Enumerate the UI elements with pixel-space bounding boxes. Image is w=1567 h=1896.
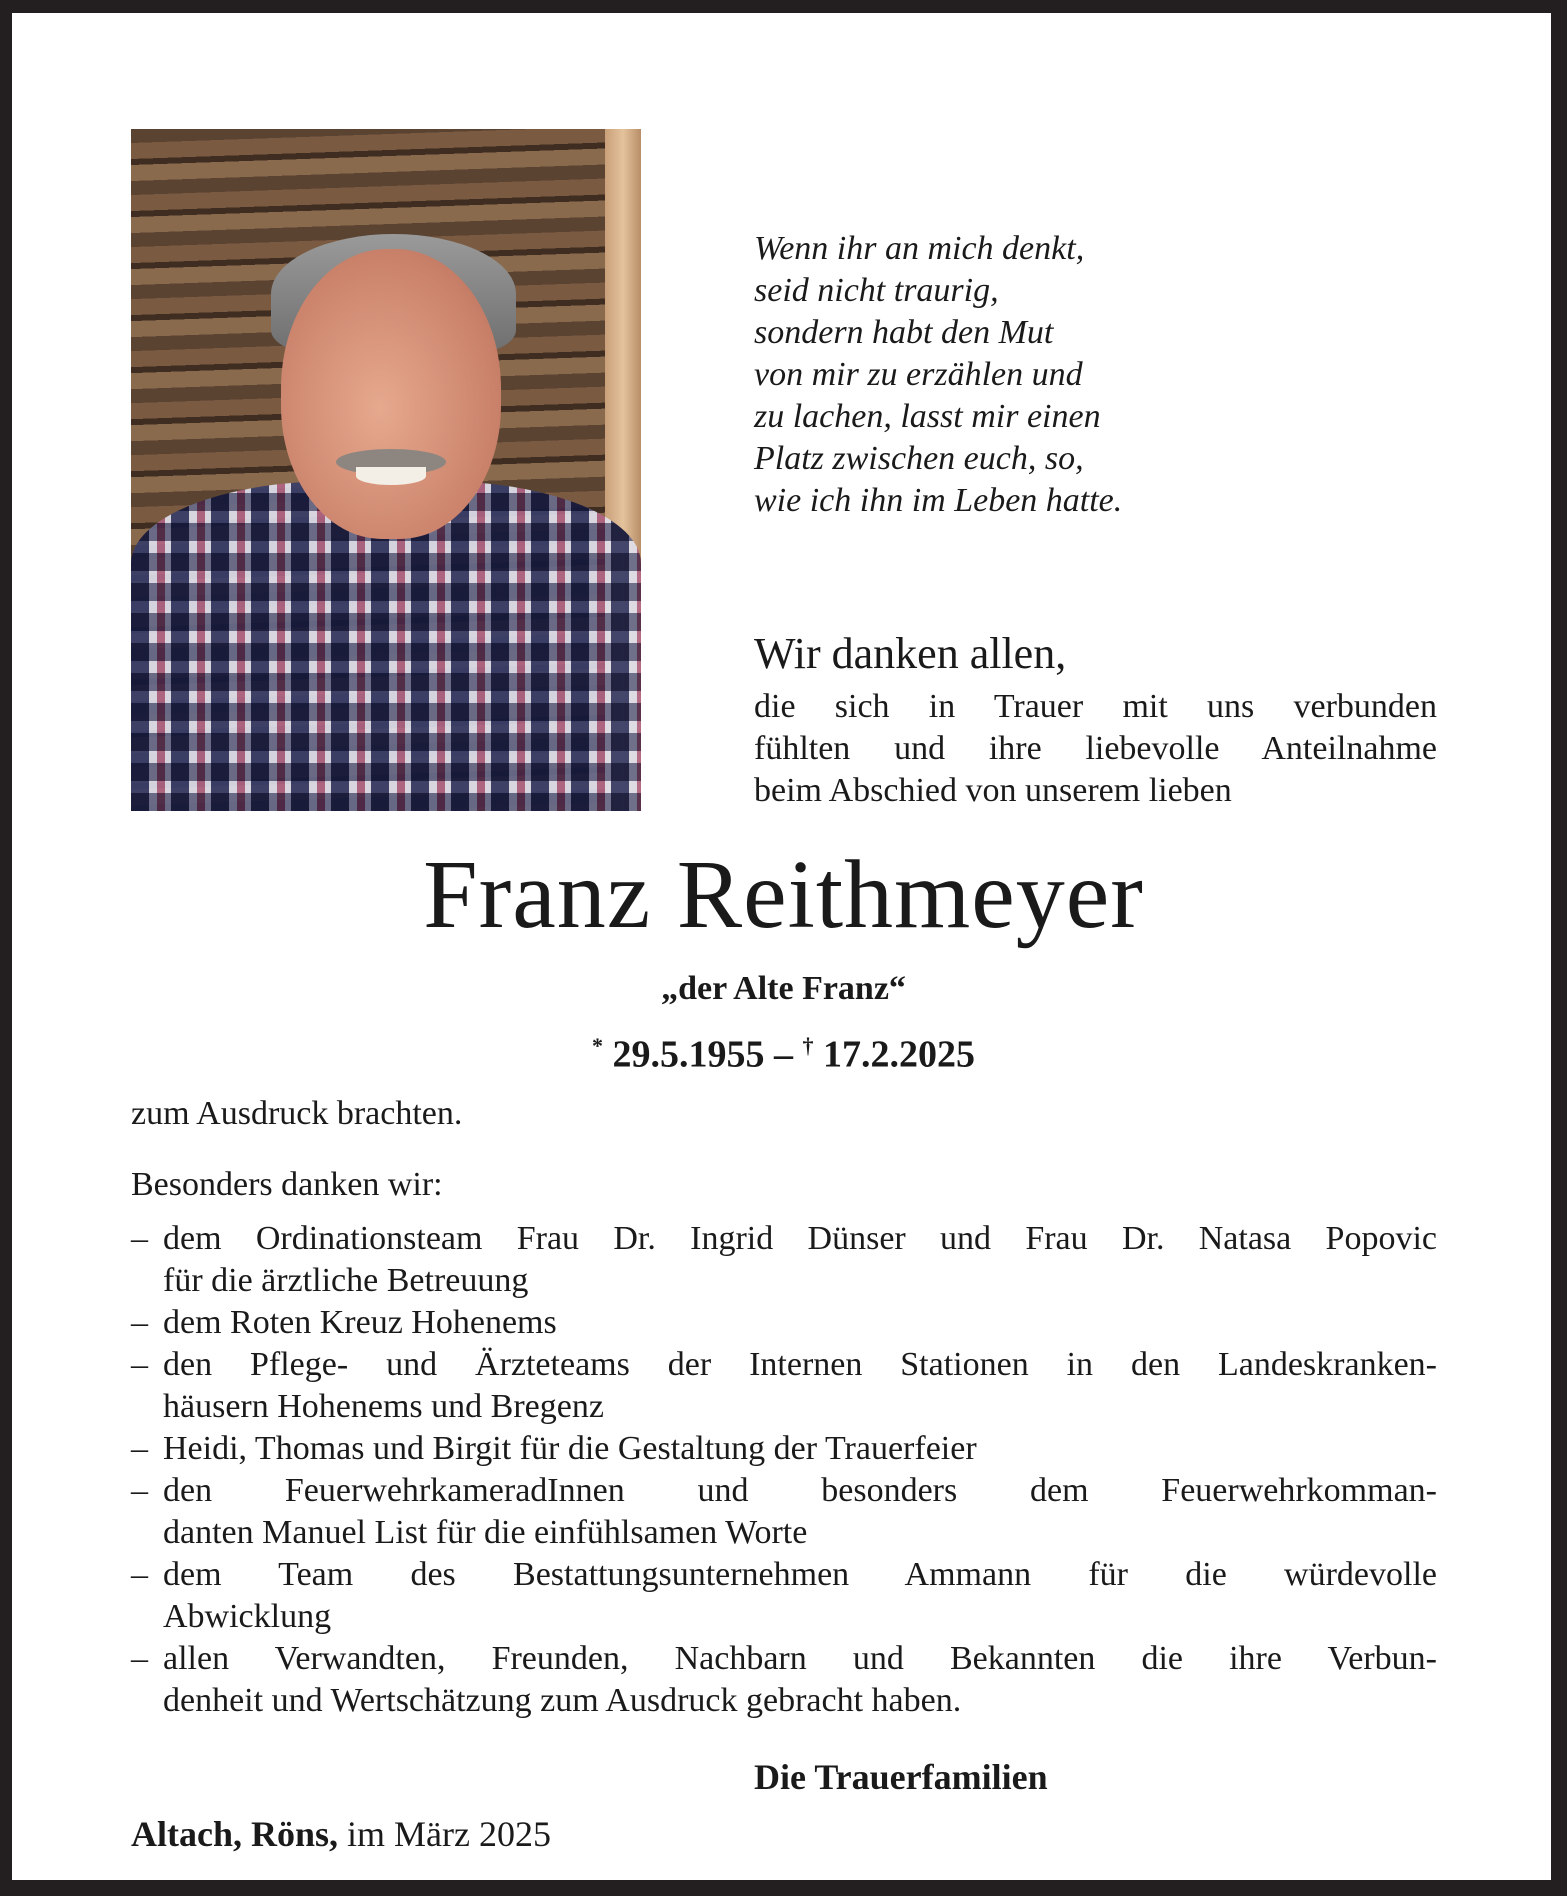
thanks-paragraph — [754, 686, 1437, 812]
place-date — [131, 1812, 551, 1856]
poem-line: von mir zu erzählen und — [754, 356, 1083, 393]
dash: – — [131, 1346, 148, 1383]
thanks-line: fühlten und ihre liebevolle Anteilnahme — [754, 730, 1437, 767]
poem-line: seid nicht traurig, — [754, 272, 999, 309]
closing-line: zum Ausdruck brachten. — [131, 1095, 463, 1132]
list-item — [131, 1218, 1437, 1302]
dash: – — [131, 1556, 148, 1593]
nickname: „der Alte Franz“ — [661, 970, 906, 1007]
list-item — [131, 1344, 1437, 1428]
dash: – — [131, 1430, 148, 1467]
list-line: den FeuerwehrkameradInnen und besonders dem Feuerwehrkomman- — [163, 1472, 1437, 1509]
list-line: dem Ordinationsteam Frau Dr. Ingrid Dünser und Frau Dr. Natasa Popovic — [163, 1220, 1437, 1257]
list-item — [131, 1302, 1437, 1344]
dash: – — [131, 1220, 148, 1257]
list-line: Abwicklung — [163, 1598, 332, 1635]
photo-face — [281, 249, 501, 539]
special-heading: Besonders danken wir: — [131, 1166, 443, 1203]
poem-line: Wenn ihr an mich denkt, — [754, 230, 1085, 267]
list-line: denheit und Wertschätzung zum Ausdruck gebracht haben. — [163, 1682, 962, 1719]
list-line: allen Verwandten, Freunden, Nachbarn und Bekannten die ihre Verbun- — [163, 1640, 1437, 1677]
life-dates — [0, 1022, 1567, 1079]
thanks-list — [131, 1218, 1437, 1722]
list-item — [131, 1470, 1437, 1554]
date-text: im März 2025 — [347, 1814, 551, 1854]
thanks-heading: Wir danken allen, — [754, 629, 1067, 678]
list-line: dem Team des Bestattungsunternehmen Ammann für die würdevolle — [163, 1556, 1437, 1593]
list-line: für die ärztliche Betreuung — [163, 1262, 529, 1299]
signature: Die Trauerfamilien — [754, 1757, 1048, 1797]
birth-symbol: * — [592, 1033, 603, 1058]
date-separator: – — [774, 1033, 793, 1076]
body-text — [131, 1093, 1437, 1206]
photo-smile — [356, 467, 426, 485]
dash: – — [131, 1640, 148, 1677]
place: Altach, Röns, — [131, 1814, 339, 1854]
list-line: häusern Hohenems und Bregenz — [163, 1388, 604, 1425]
poem-line: zu lachen, lasst mir einen — [754, 398, 1101, 435]
dash: – — [131, 1304, 148, 1341]
portrait-photo — [131, 129, 641, 811]
list-line: den Pflege- und Ärzteteams der Internen Stationen in den Landeskranken- — [163, 1346, 1437, 1383]
poem-line: sondern habt den Mut — [754, 314, 1054, 351]
list-item — [131, 1554, 1437, 1638]
death-symbol: † — [802, 1033, 814, 1058]
list-line: danten Manuel List für die einfühlsamen Worte — [163, 1514, 808, 1551]
death-date: 17.2.2025 — [823, 1033, 975, 1076]
list-line: dem Roten Kreuz Hohenems — [163, 1304, 557, 1341]
poem-line: Platz zwischen euch, so, — [754, 440, 1084, 477]
birth-date: 29.5.1955 — [612, 1033, 765, 1076]
poem — [754, 228, 1122, 522]
thanks-line: die sich in Trauer mit uns verbunden — [754, 688, 1437, 725]
list-line: Heidi, Thomas und Birgit für die Gestaltung der Trauerfeier — [163, 1430, 977, 1467]
poem-line: wie ich ihn im Leben hatte. — [754, 482, 1123, 519]
dash: – — [131, 1472, 148, 1509]
thanks-line: beim Abschied von unserem lieben — [754, 772, 1232, 809]
list-item — [131, 1428, 1437, 1470]
deceased-name: Franz Reithmeyer — [423, 841, 1144, 949]
list-item — [131, 1638, 1437, 1722]
